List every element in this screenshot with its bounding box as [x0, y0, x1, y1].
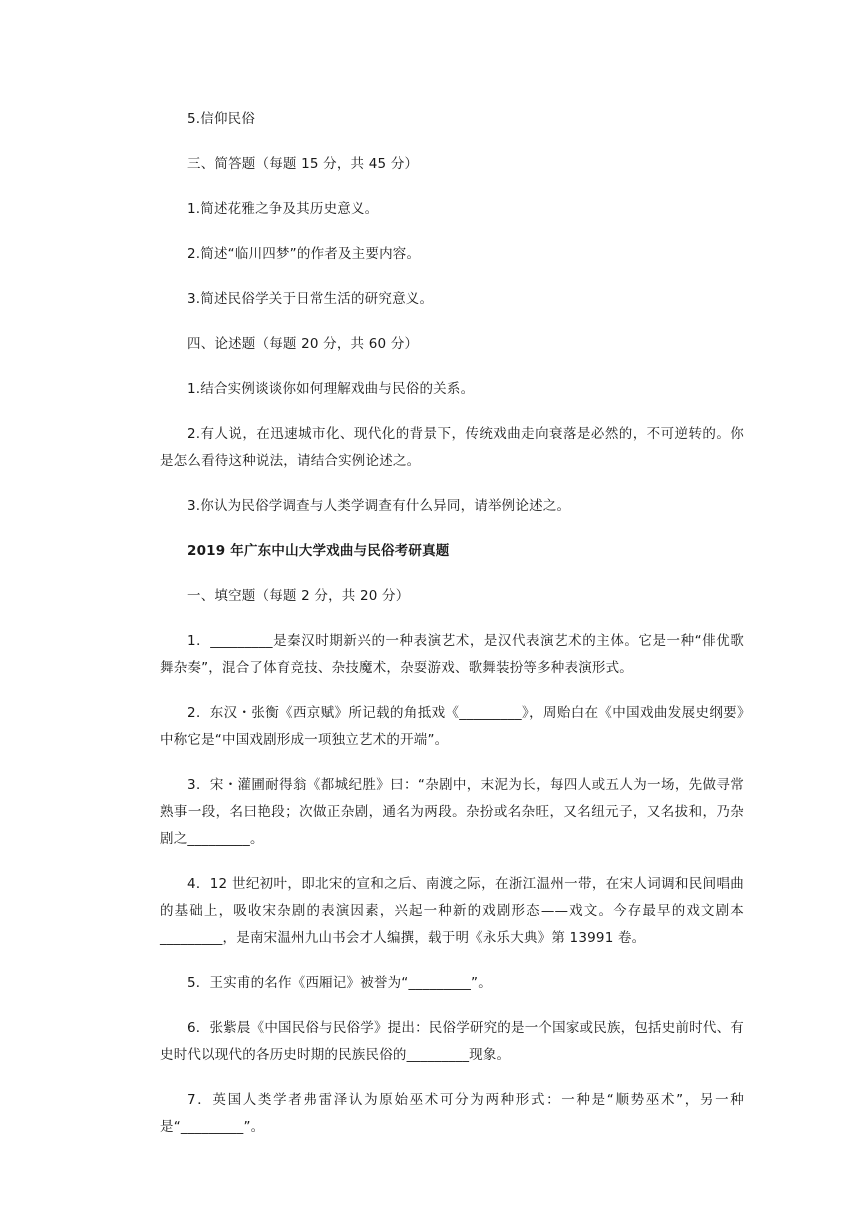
section-heading: 三、简答题（每题 15 分，共 45 分） — [187, 156, 419, 172]
question: 4．12 世纪初叶，即北宋的宣和之后、南渡之际，在浙江温州一带，在宋人词调和民间唱曲的基础上，吸收宋杂剧的表演因素，兴起一种新的戏剧形态——戏文。今存最早的戏文剧本_________，是南宋温州九山书会才人编撰，载于明《永乐大典》第 13991 卷。 — [160, 876, 744, 946]
question: 6．张紫晨《中国民俗与民俗学》提出：民俗学研究的是一个国家或民族，包括史前时代、有史时代以现代的各历史时期的民族民俗的_________现象。 — [160, 1020, 744, 1063]
section-heading: 四、论述题（每题 20 分，共 60 分） — [187, 336, 419, 352]
question: 3．宋・灌圃耐得翁《都城纪胜》曰：“杂剧中，末泥为长，每四人或五人为一场，先做寻常熟事一段，名曰艳段；次做正杂剧，通名为两段。杂扮或名杂旺，又名纽元子，又名拔和，乃杂剧之_________。 — [160, 777, 744, 847]
question: 2.有人说，在迅速城市化、现代化的背景下，传统戏曲走向衰落是必然的，不可逆转的。你是怎么看待这种说法，请结合实例论述之。 — [160, 426, 744, 469]
question: 2．东汉・张衡《西京赋》所记载的角抵戏《_________》，周贻白在《中国戏曲发展史纲要》中称它是“中国戏剧形成一项独立艺术的开端”。 — [160, 705, 744, 748]
question: 3.你认为民俗学调查与人类学调查有什么异同，请举例论述之。 — [187, 498, 571, 514]
list-item: 5.信仰民俗 — [187, 111, 256, 127]
question: 5．王实甫的名作《西厢记》被誉为“_________”。 — [187, 975, 492, 991]
question: 7．英国人类学者弗雷泽认为原始巫术可分为两种形式：一种是“顺势巫术”，另一种是“_________”。 — [160, 1092, 744, 1135]
question: 3.简述民俗学关于日常生活的研究意义。 — [187, 291, 434, 307]
section-heading: 一、填空题（每题 2 分，共 20 分） — [187, 588, 410, 604]
question: 1.结合实例谈谈你如何理解戏曲与民俗的关系。 — [187, 381, 475, 397]
question: 2.简述“临川四梦”的作者及主要内容。 — [187, 246, 421, 262]
question: 1.简述花雅之争及其历史意义。 — [187, 201, 379, 217]
exam-title: 2019 年广东中山大学戏曲与民俗考研真题 — [187, 543, 450, 559]
question: 1．_________是秦汉时期新兴的一种表演艺术，是汉代表演艺术的主体。它是一种“俳优歌舞杂奏”，混合了体育竞技、杂技魔术，杂耍游戏、歌舞装扮等多种表演形式。 — [160, 633, 744, 676]
document-body — [160, 106, 744, 1159]
